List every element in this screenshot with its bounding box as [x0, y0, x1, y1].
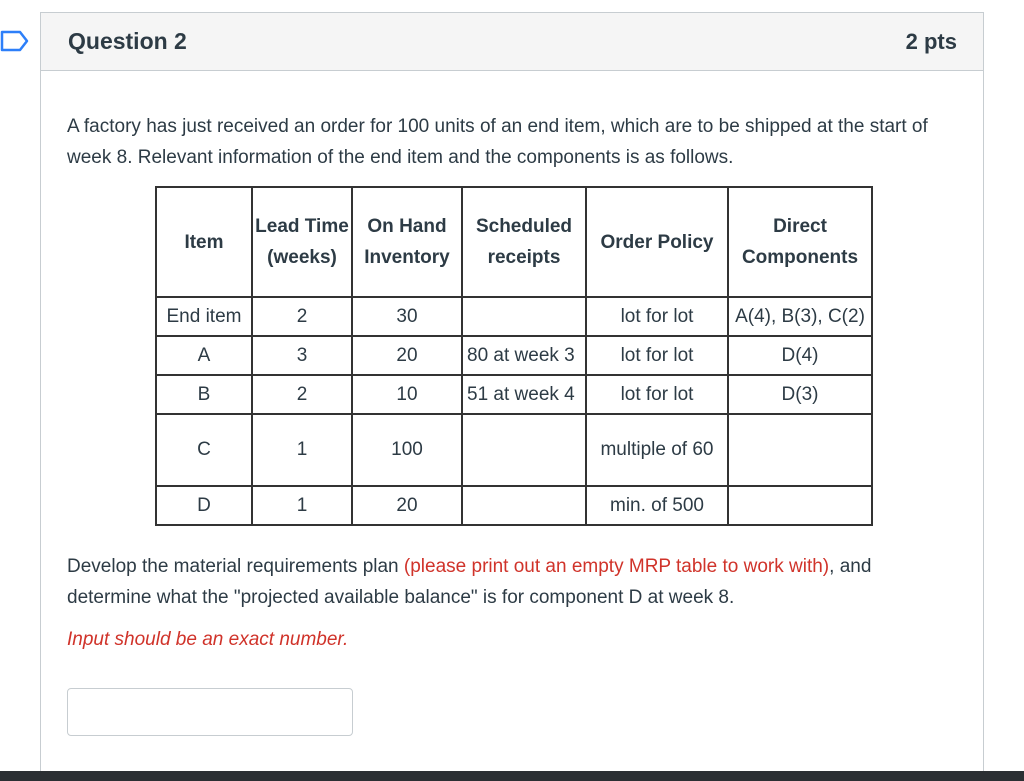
cell-onhand: 20 — [352, 336, 462, 375]
col-order-policy: Order Policy — [586, 187, 728, 297]
table-row — [156, 375, 872, 414]
cell-onhand: 30 — [352, 297, 462, 336]
cell-components: D(4) — [728, 336, 872, 375]
answer-input[interactable] — [67, 688, 353, 736]
bottom-bar — [0, 771, 1024, 781]
col-on-hand: On Hand Inventory — [352, 187, 462, 297]
table-row — [156, 336, 872, 375]
cell-onhand: 10 — [352, 375, 462, 414]
cell-lead: 1 — [252, 414, 352, 486]
cell-scheduled: 80 at week 3 — [462, 336, 586, 375]
cell-policy: lot for lot — [586, 336, 728, 375]
cell-policy: min. of 500 — [586, 486, 728, 525]
input-note: Input should be an exact number. — [67, 629, 349, 650]
question-prompt: A factory has just received an order for 100 units of an end item, which are to be shipped at the start of week 8. Relevant information of the end item and the components is as follows. — [67, 116, 928, 168]
question-instruction — [67, 551, 947, 613]
cell-scheduled — [462, 414, 586, 486]
cell-lead: 2 — [252, 297, 352, 336]
col-direct-components: Direct Components — [728, 187, 872, 297]
table-header-row — [156, 187, 872, 297]
cell-item: End item — [156, 297, 252, 336]
cell-item: C — [156, 414, 252, 486]
cell-item: B — [156, 375, 252, 414]
cell-onhand: 20 — [352, 486, 462, 525]
instruction-highlight: (please print out an empty MRP table to work with) — [403, 556, 830, 577]
cell-components: A(4), B(3), C(2) — [728, 297, 872, 336]
instruction-text: Develop the material requirements plan — [67, 556, 404, 577]
bookmark-icon[interactable] — [0, 30, 30, 52]
question-title: Question 2 — [68, 28, 187, 54]
cell-lead: 3 — [252, 336, 352, 375]
cell-item: A — [156, 336, 252, 375]
cell-scheduled: 51 at week 4 — [462, 375, 586, 414]
item-info-table — [155, 186, 873, 526]
cell-lead: 2 — [252, 375, 352, 414]
question-points: 2 pts — [905, 28, 957, 54]
cell-item: D — [156, 486, 252, 525]
cell-lead: 1 — [252, 486, 352, 525]
cell-components — [728, 486, 872, 525]
col-lead-time: Lead Time (weeks) — [252, 187, 352, 297]
question-card — [40, 12, 984, 781]
question-header — [41, 13, 983, 71]
cell-policy: multiple of 60 — [586, 414, 728, 486]
table-row — [156, 297, 872, 336]
cell-components — [728, 414, 872, 486]
col-scheduled: Scheduled receipts — [462, 187, 586, 297]
cell-policy: lot for lot — [586, 375, 728, 414]
table-row — [156, 414, 872, 486]
col-item: Item — [156, 187, 252, 297]
table-row — [156, 486, 872, 525]
cell-onhand: 100 — [352, 414, 462, 486]
cell-scheduled — [462, 297, 586, 336]
instruction-text-end: , and determine what the "projected available balance" is for component D at week 8. — [67, 556, 872, 608]
cell-scheduled — [462, 486, 586, 525]
cell-components: D(3) — [728, 375, 872, 414]
cell-policy: lot for lot — [586, 297, 728, 336]
